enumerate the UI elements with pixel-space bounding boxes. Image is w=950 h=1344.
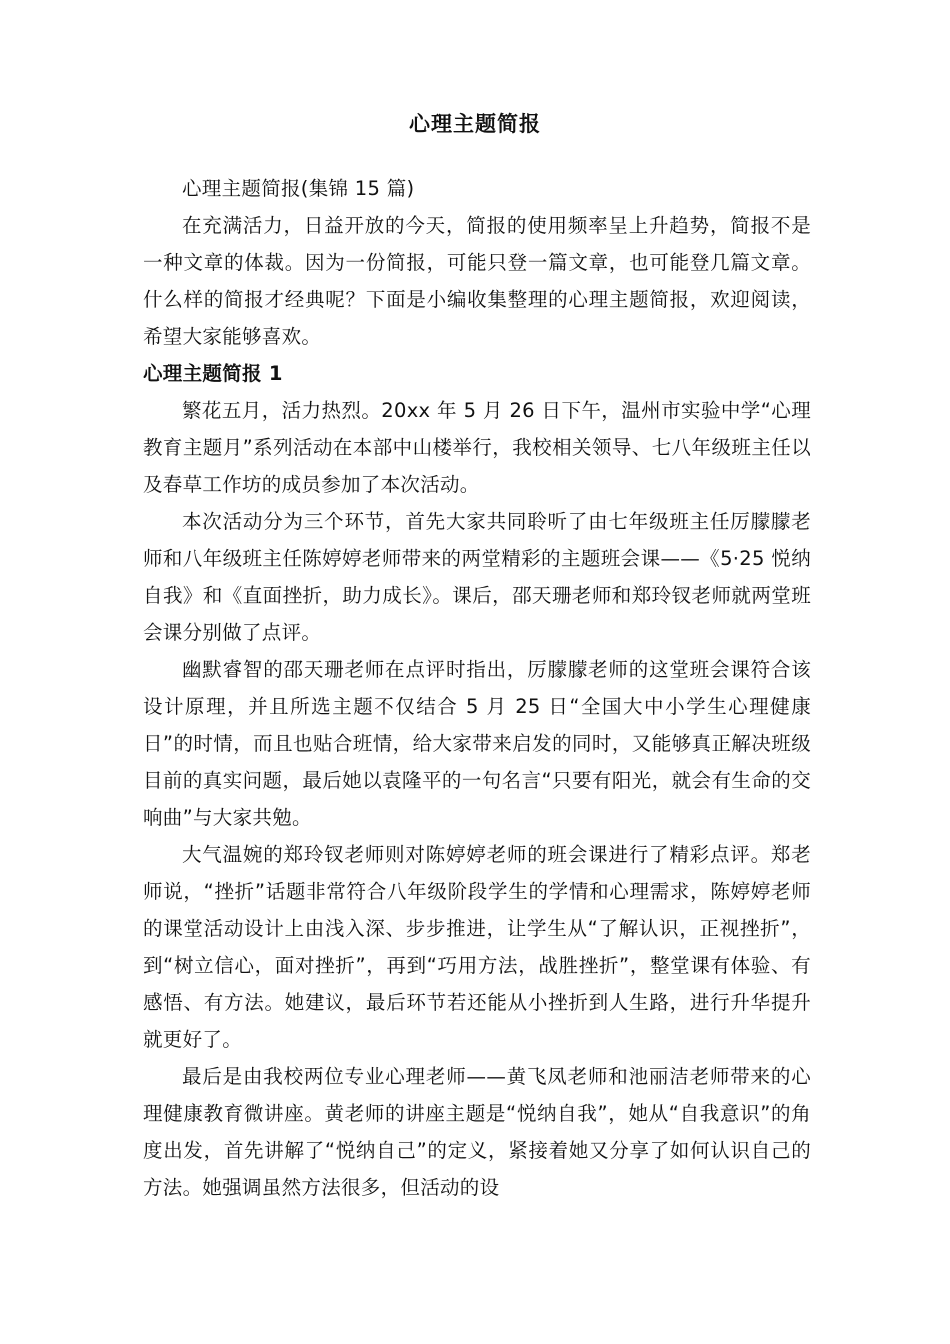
body-paragraph: 幽默睿智的邵天珊老师在点评时指出，厉朦朦老师的这堂班会课符合该设计原理，并且所选主题不仅结合 5 月 25 日“全国大中小学生心理健康日”的时情，而且也贴合班情，给大家带来启发的同时，又能够真正解决班级目前的真实问题，最后她以袁隆平的一句名言“只要有阳光，就会有生命的交响曲”与大家共勉。 [143,658,811,829]
body-paragraph: 繁花五月，活力热烈。20xx 年 5 月 26 日下午，温州市实验中学“心理教育主题月”系列活动在本部中山楼举行，我校相关领导、七八年级班主任以及春草工作坊的成员参加了本次活动。 [143,399,811,496]
intro-paragraph: 在充满活力，日益开放的今天，简报的使用频率呈上升趋势，简报不是一种文章的体裁。因为一份简报，可能只登一篇文章，也可能登几篇文章。什么样的简报才经典呢？下面是小编收集整理的心理主题简报，欢迎阅读，希望大家能够喜欢。 [143,214,811,348]
document-title: 心理主题简报 [409,112,541,136]
subtitle-paragraph: 心理主题简报(集锦 15 篇) [182,177,415,200]
document-body [143,170,811,1206]
body-paragraph: 最后是由我校两位专业心理老师——黄飞凤老师和池丽洁老师带来的心理健康教育微讲座。黄老师的讲座主题是“悦纳自我”，她从“自我意识”的角度出发，首先讲解了“悦纳自己”的定义，紧接着她又分享了如何认识自己的方法。她强调虽然方法很多，但活动的设 [143,1065,811,1199]
body-paragraph: 本次活动分为三个环节，首先大家共同聆听了由七年级班主任厉朦朦老师和八年级班主任陈婷婷老师带来的两堂精彩的主题班会课——《5·25 悦纳自我》和《直面挫折，助力成长》。课后，邵天珊老师和郑玲钗老师就两堂班会课分别做了点评。 [143,510,811,644]
section-heading: 心理主题简报 1 [143,362,283,385]
body-paragraph: 大气温婉的郑玲钗老师则对陈婷婷老师的班会课进行了精彩点评。郑老师说，“挫折”话题非常符合八年级阶段学生的学情和心理需求，陈婷婷老师的课堂活动设计上由浅入深、步步推进，让学生从“了解认识，正视挫折”，到“树立信心，面对挫折”，再到“巧用方法，战胜挫折”，整堂课有体验、有感悟、有方法。她建议，最后环节若还能从小挫折到人生路，进行升华提升就更好了。 [143,843,811,1051]
